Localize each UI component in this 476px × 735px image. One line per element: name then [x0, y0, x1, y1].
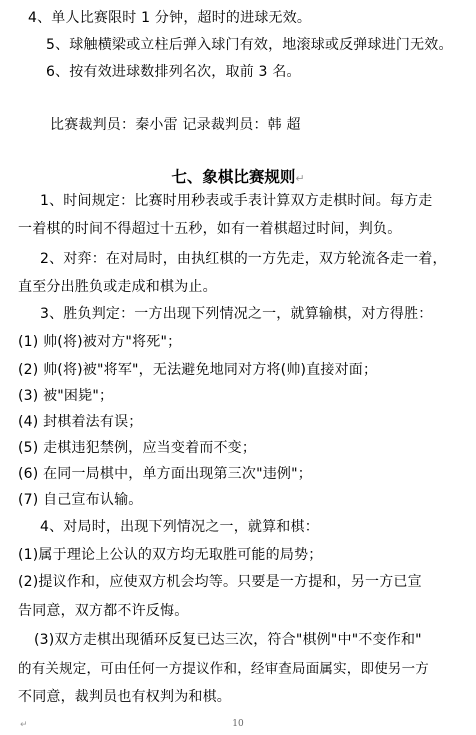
win-condition-4: (4) 封棋着法有误； — [18, 414, 143, 430]
draw-condition-1: (1)属于理论上公认的双方均无取胜可能的局势； — [18, 547, 323, 563]
rule-item-6: 6、按有效进球数排列名次，取前 3 名。 — [46, 64, 301, 80]
section-title — [0, 166, 476, 190]
draw-condition-3-line-3: 不同意，裁判员也有权判为和棋。 — [18, 689, 231, 705]
win-condition-3: (3) 被"困毙"； — [18, 388, 114, 404]
win-condition-6: (6) 在同一局棋中，单方面出现第三次"违例"； — [18, 466, 312, 482]
draw-condition-3-line-2: 的有关规定，可由任何一方提议作和，经审查局面属实，即使另一方 — [18, 661, 429, 677]
win-condition-2: (2) 帅(将)被"将军"，无法避免地同对方将(帅)直接对面； — [18, 362, 378, 378]
rule-item-5: 5、球触横梁或立柱后弹入球门有效，地滚球或反弹球进门无效。 — [46, 37, 453, 53]
draw-condition-2-line-1: (2)提议作和，应使双方机会均等。只要是一方提和，另一方已宣 — [18, 574, 422, 590]
time-rule-line-2: 一着棋的时间不得超过十五秒，如有一着棋超过时间，判负。 — [18, 221, 402, 237]
referees-line: 比赛裁判员：秦小雷 记录裁判员：韩 超 — [50, 117, 301, 133]
section-title-text: 七、象棋比赛规则 — [171, 168, 296, 186]
win-rule-heading: 3、胜负判定：一方出现下列情况之一，就算输棋，对方得胜： — [40, 306, 433, 322]
win-condition-7: (7) 自己宣布认输。 — [18, 492, 143, 508]
time-rule-line-1: 1、时间规定：比赛时用秒表或手表计算双方走棋时间。每方走 — [40, 193, 433, 209]
win-condition-5: (5) 走棋违犯禁例，应当变着而不变； — [18, 440, 257, 456]
draw-rule-heading: 4、对局时，出现下列情况之一，就算和棋： — [40, 519, 319, 535]
page-number: 10 — [232, 719, 244, 729]
paragraph-mark: ↵ — [295, 172, 305, 185]
win-condition-1: (1) 帅(将)被对方"将死"； — [18, 334, 182, 350]
rule-item-4: 4、单人比赛限时 1 分钟，超时的进球无效。 — [28, 10, 312, 26]
draw-condition-2-line-2: 告同意，双方都不许反悔。 — [18, 603, 189, 619]
corner-paragraph-mark: ↵ — [20, 720, 28, 730]
play-rule-line-1: 2、对弈：在对局时，由执红棋的一方先走，双方轮流各走一着， — [40, 251, 447, 267]
play-rule-line-2: 直至分出胜负或走成和棋为止。 — [18, 279, 217, 295]
draw-condition-3-line-1: (3)双方走棋出现循环反复已达三次，符合"棋例"中"不变作和" — [34, 632, 422, 648]
